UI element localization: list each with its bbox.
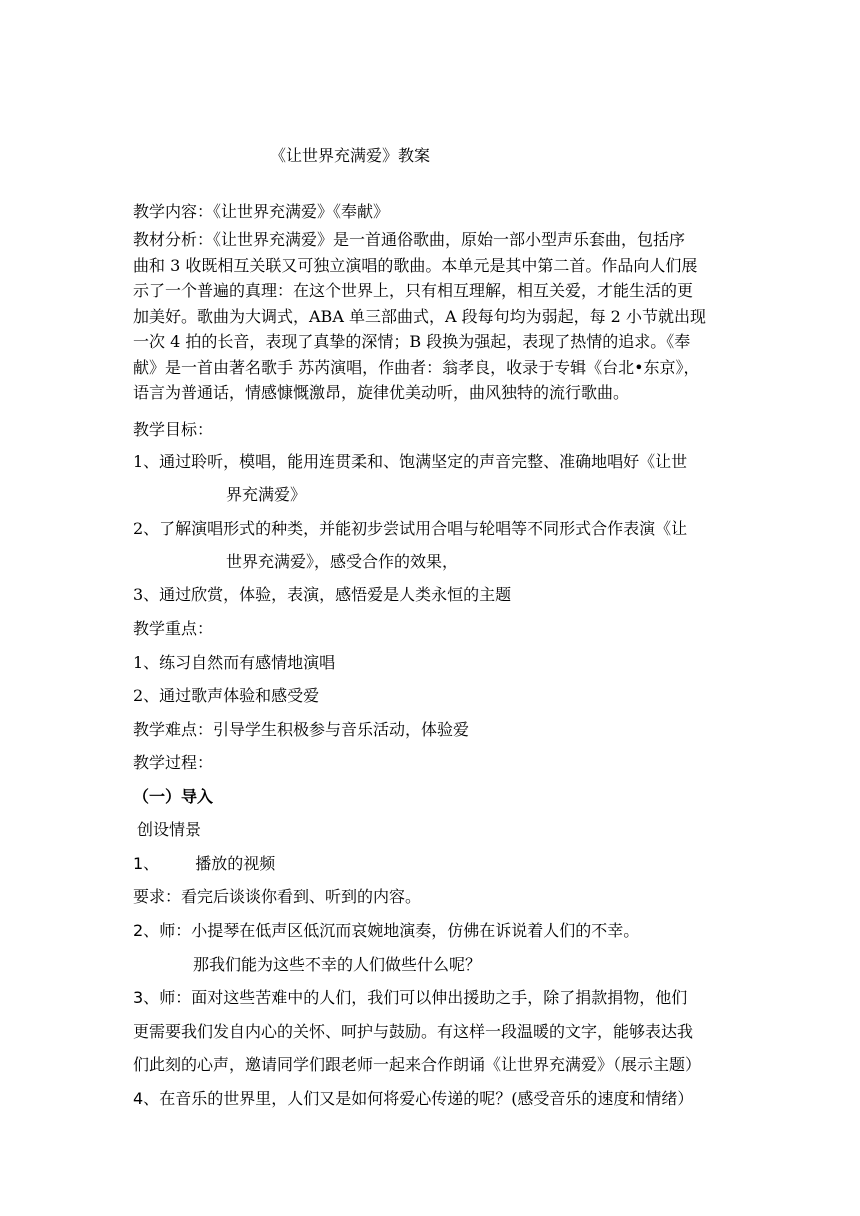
- analysis-line: 加美好。歌曲为大调式，ABA 单三部曲式，A 段每句均为弱起，每 2 小节就出现: [133, 306, 706, 326]
- step-1-line: [133, 852, 275, 876]
- goal-2-line-a: 2、了解演唱形式的种类，并能初步尝试用合唱与轮唱等不同形式合作表演《让: [133, 519, 688, 538]
- step-2-number: 2、: [133, 921, 160, 940]
- analysis-line: 语言为普通话，情感慷慨激昂，旋律优美动听，曲风独特的流行歌曲。: [133, 383, 630, 402]
- analysis-line: 曲和 3 收既相互关联又可独立演唱的歌曲。本单元是其中第二首。作品向人们展: [133, 255, 698, 275]
- step-3-line-3: 们此刻的心声，邀请同学们跟老师一起来合作朗诵《让世界充满爱》（展示主题）: [133, 1055, 702, 1074]
- step-3-line-2: 更需要我们发自内心的关怀、呵护与鼓励。有这样一段温暖的文字，能够表达我: [133, 1022, 694, 1041]
- step-3-text: 师：面对这些苦难中的人们，我们可以伸出援助之手，除了捐款捐物，他们: [159, 988, 688, 1007]
- step-3-line: [133, 986, 687, 1010]
- material-analysis-paragraph: [133, 227, 733, 406]
- scene-label: 创设情景: [137, 820, 202, 839]
- goal-3-line: 3、通过欣赏，体验，表演，感悟爱是人类永恒的主题: [133, 585, 512, 604]
- step-1-text: 播放的视频: [195, 854, 276, 873]
- key-point-1: 1、练习自然而有感情地演唱: [133, 653, 336, 672]
- step-4-text: 在音乐的世界里，人们又是如何将爱心传递的呢？(感受音乐的速度和情绪）: [159, 1089, 694, 1108]
- key-points-heading: 教学重点：: [133, 619, 214, 638]
- step-3-number: 3、: [133, 988, 160, 1007]
- goal-2-line-b: 世界充满爱》，感受合作的效果，: [226, 552, 459, 571]
- document-title: 《让世界充满爱》教案: [270, 146, 431, 165]
- step-4-line: [133, 1087, 693, 1111]
- analysis-line: 献》是一首由著名歌手 苏芮演唱，作曲者：翁孝良，收录于专辑《台北•东京》，: [133, 357, 700, 377]
- step-1-number: 1、: [133, 854, 160, 873]
- section-heading-intro: （一）导入: [133, 787, 214, 806]
- process-heading: 教学过程：: [133, 753, 214, 772]
- step-2-continuation: 那我们能为这些不幸的人们做些什么呢？: [193, 955, 482, 974]
- step-2-text: 师：小提琴在低声区低沉而哀婉地演奏，仿佛在诉说着人们的不幸。: [159, 921, 640, 940]
- requirement-line: 要求：看完后谈谈你看到、听到的内容。: [133, 887, 422, 906]
- analysis-line: 示了一个普遍的真理：在这个世界上，只有相互理解，相互关爱，才能生活的更: [133, 281, 694, 300]
- analysis-line: 教材分析：《让世界充满爱》是一首通俗歌曲，原始一部小型声乐套曲，包括序: [133, 230, 686, 249]
- goals-heading: 教学目标：: [133, 420, 214, 439]
- teaching-content-line: 教学内容：《让世界充满爱》《奉献》: [133, 202, 390, 221]
- key-point-2: 2、通过歌声体验和感受爱: [133, 686, 320, 705]
- goal-1-line-b: 界充满爱》: [226, 485, 307, 504]
- step-2-line: [133, 919, 639, 943]
- difficulty-line: 教学难点：引导学生积极参与音乐活动，体验爱: [133, 720, 470, 739]
- step-4-number: 4、: [133, 1089, 160, 1108]
- goal-1-line-a: 1、通过聆听，模唱，能用连贯柔和、饱满坚定的声音完整、准确地唱好《让世: [133, 452, 688, 471]
- analysis-line: 一次 4 拍的长音，表现了真挚的深情；B 段换为强起，表现了热情的追求。《奉: [133, 332, 691, 351]
